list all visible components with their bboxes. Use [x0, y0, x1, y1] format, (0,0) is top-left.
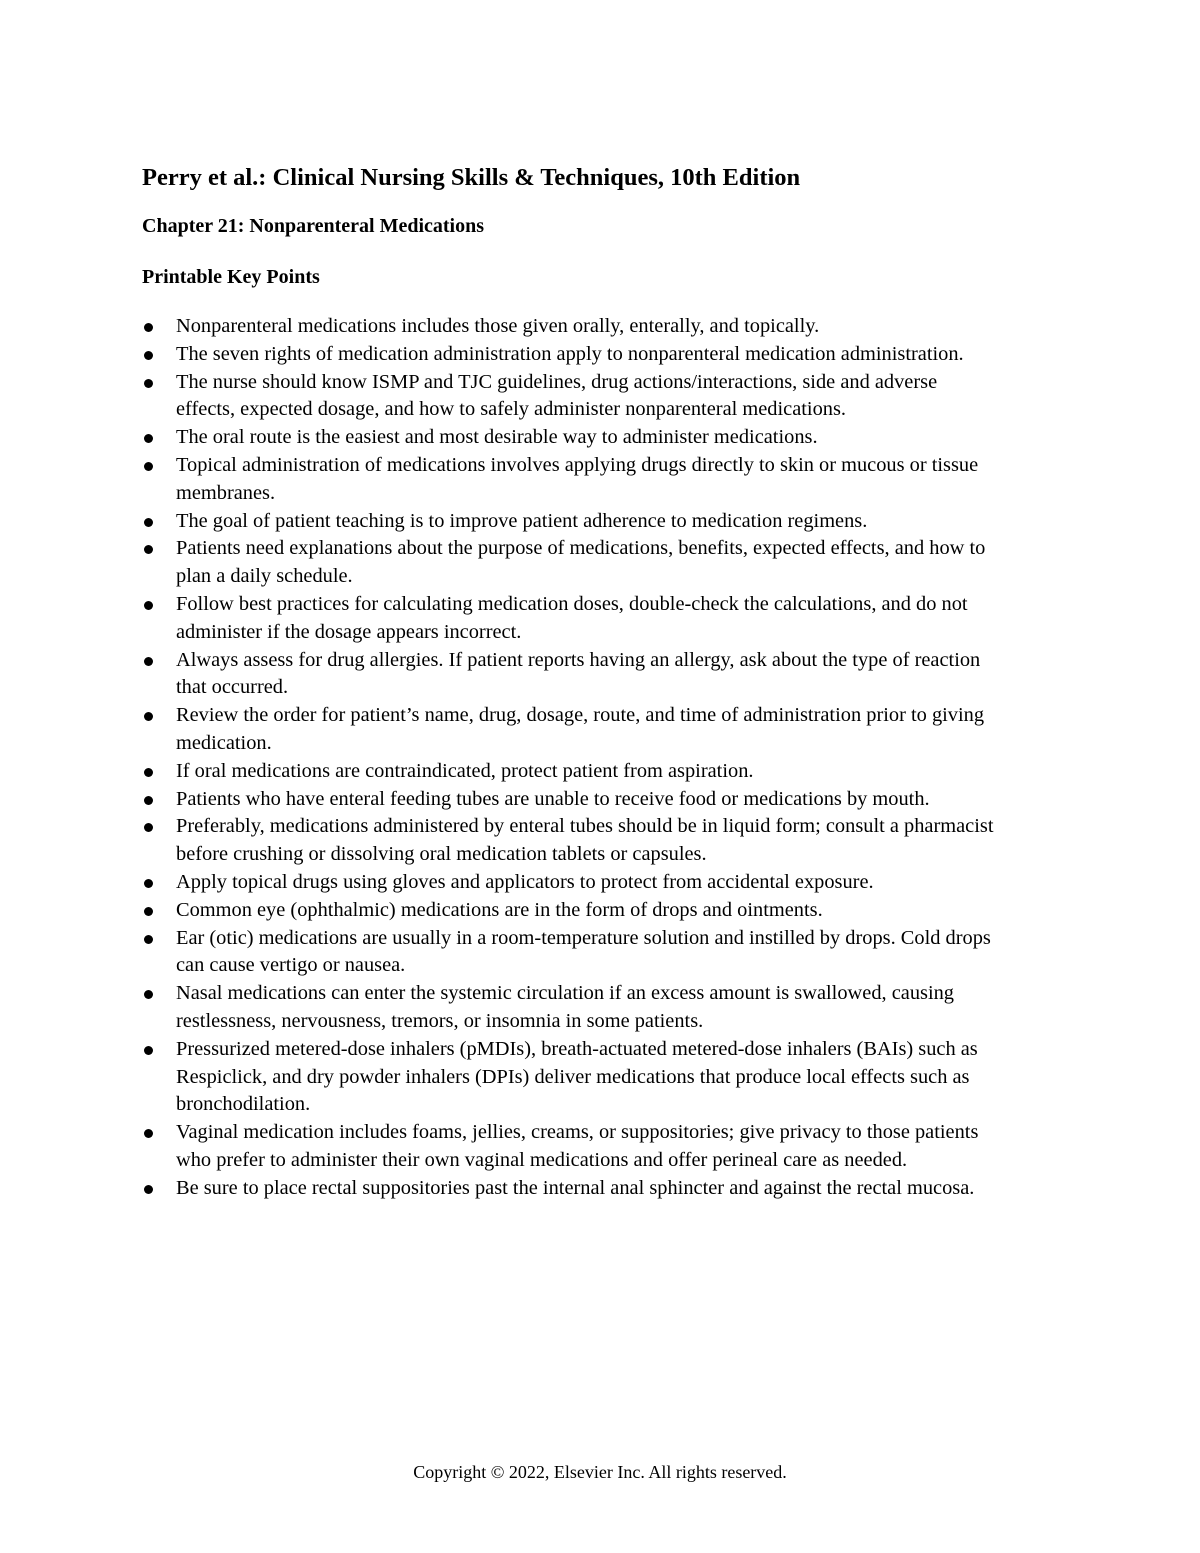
- key-point-item: [142, 535, 996, 591]
- key-point-text: The seven rights of medication administration apply to nonparenteral medication administration.: [176, 342, 964, 365]
- bullet-icon: [144, 768, 153, 777]
- key-point-text: Preferably, medications administered by enteral tubes should be in liquid form; consult a pharmacist before crushing or dissolving oral medication tablets or capsules.: [176, 815, 994, 866]
- key-point-item: [142, 786, 996, 814]
- key-point-text: The nurse should know ISMP and TJC guidelines, drug actions/interactions, side and adverse effects, expected dosage, and how to safely administer nonparenteral medications.: [176, 370, 938, 421]
- bullet-icon: [144, 990, 153, 999]
- key-point-text: The goal of patient teaching is to improve patient adherence to medication regimens.: [176, 509, 868, 532]
- bullet-icon: [144, 657, 153, 666]
- copyright-footer: Copyright © 2022, Elsevier Inc. All rights reserved.: [413, 1462, 787, 1482]
- key-point-item: [142, 424, 996, 452]
- bullet-icon: [144, 434, 153, 443]
- key-point-text: Vaginal medication includes foams, jellies, creams, or suppositories; give privacy to those patients who prefer to administer their own vaginal medications and offer perineal care as needed.: [176, 1121, 979, 1171]
- key-point-text: Pressurized metered-dose inhalers (pMDIs), breath-actuated metered-dose inhalers (BAIs) such as Respiclick, and dry powder inhalers (DPIs) deliver medications that produce local effects such as bronchodilation.: [176, 1037, 978, 1116]
- key-point-item: [142, 591, 996, 647]
- key-point-text: Patients need explanations about the purpose of medications, benefits, expected effects, and how to plan a daily schedule.: [176, 537, 986, 588]
- key-point-text: Patients who have enteral feeding tubes are unable to receive food or medications by mouth.: [176, 787, 930, 810]
- key-points-list: [142, 313, 1012, 1203]
- key-point-text: Review the order for patient’s name, drug, dosage, route, and time of administration prior to giving medication.: [176, 704, 985, 754]
- key-point-item: [142, 813, 996, 869]
- key-point-text: Be sure to place rectal suppositories past the internal anal sphincter and against the rectal mucosa.: [176, 1176, 975, 1199]
- key-point-item: [142, 758, 996, 786]
- key-point-item: [142, 369, 996, 425]
- key-point-text: Nonparenteral medications includes those given orally, enterally, and topically.: [176, 315, 820, 337]
- bullet-icon: [144, 462, 153, 471]
- bullet-icon: [144, 379, 153, 388]
- key-point-item: [142, 925, 996, 981]
- key-point-item: [142, 341, 996, 369]
- bullet-icon: [144, 351, 153, 360]
- key-point-text: If oral medications are contraindicated, protect patient from aspiration.: [176, 759, 754, 782]
- key-point-item: [142, 508, 996, 536]
- section-title: Printable Key Points: [142, 266, 320, 288]
- key-point-item: [142, 1119, 996, 1175]
- key-point-item: [142, 452, 996, 508]
- key-point-item: [142, 1036, 996, 1119]
- key-point-text: The oral route is the easiest and most desirable way to administer medications.: [176, 426, 818, 449]
- bullet-icon: [144, 518, 153, 527]
- key-point-text: Topical administration of medications involves applying drugs directly to skin or mucous or tissue membranes.: [176, 453, 979, 504]
- key-point-item: [142, 869, 996, 897]
- bullet-icon: [144, 601, 153, 610]
- bullet-icon: [144, 712, 153, 721]
- key-point-text: Common eye (ophthalmic) medications are in the form of drops and ointments.: [176, 898, 823, 921]
- bullet-icon: [144, 1046, 153, 1055]
- key-point-text: Nasal medications can enter the systemic circulation if an excess amount is swallowed, causing restlessness, nervousness, tremors, or insomnia in some patients.: [176, 982, 955, 1032]
- key-point-item: [142, 897, 996, 925]
- bullet-icon: [144, 879, 153, 888]
- bullet-icon: [144, 545, 153, 554]
- key-point-text: Follow best practices for calculating medication doses, double-check the calculations, and do not administer if the dosage appears incorrect.: [176, 592, 968, 643]
- key-point-text: Always assess for drug allergies. If patient reports having an allergy, ask about the type of reaction that occurred.: [176, 648, 981, 699]
- key-point-text: Apply topical drugs using gloves and applicators to protect from accidental exposure.: [176, 870, 874, 893]
- chapter-title: Chapter 21: Nonparenteral Medications: [142, 215, 485, 237]
- bullet-icon: [144, 796, 153, 805]
- key-point-item: [142, 702, 996, 758]
- bullet-icon: [144, 1129, 153, 1138]
- key-point-item: [142, 1175, 996, 1203]
- key-point-item: [142, 647, 996, 703]
- key-point-item: [142, 980, 996, 1036]
- key-point-text: Ear (otic) medications are usually in a room-temperature solution and instilled by drops. Cold drops can cause vertigo or nausea.: [176, 926, 991, 977]
- key-point-item: [142, 313, 996, 341]
- bullet-icon: [144, 907, 153, 916]
- bullet-icon: [144, 935, 153, 944]
- bullet-icon: [144, 323, 153, 332]
- bullet-icon: [144, 823, 153, 832]
- bullet-icon: [144, 1185, 153, 1194]
- document-content: [142, 163, 1012, 1203]
- document-title: Perry et al.: Clinical Nursing Skills & Techniques, 10th Edition: [142, 164, 801, 191]
